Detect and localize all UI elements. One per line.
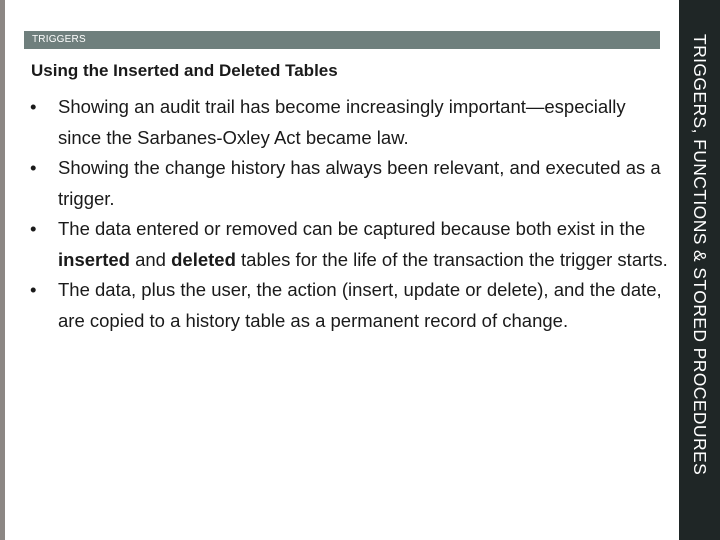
bullet-text: Showing an audit trail has become increasingly important—especially since the Sarbanes-Oxley Act became law. — [58, 96, 626, 148]
bullet-text — [58, 214, 670, 275]
bullet-text: The data, plus the user, the action (insert, update or delete), and the date, are copied to a history table as a permanent record of change. — [58, 279, 662, 331]
bullet-text-part: tables for the life of the transaction the trigger starts. — [235, 248, 668, 270]
bullet-text-part: and — [129, 248, 172, 270]
section-label: TRIGGERS — [32, 34, 86, 45]
bullet-dot: • — [30, 218, 37, 239]
left-edge-accent — [0, 0, 5, 540]
bullet-dot: • — [30, 96, 37, 117]
side-title: TRIGGERS, FUNCTIONS & STORED PROCEDURES — [690, 34, 710, 476]
bullet-item — [30, 214, 670, 275]
bullet-text: Showing the change history has always been relevant, and executed as a trigger. — [58, 157, 661, 209]
side-title-container — [679, 0, 720, 540]
bullet-item — [30, 92, 670, 153]
bullet-item — [30, 275, 670, 336]
bullet-dot: • — [30, 157, 37, 178]
bold-term-deleted: deleted — [171, 248, 236, 270]
slide-title: Using the Inserted and Deleted Tables — [31, 61, 338, 80]
bullet-text-part: The data entered or removed can be captured because both exist in the — [58, 218, 646, 239]
section-header-bar — [24, 31, 660, 49]
bold-term-inserted: inserted — [58, 248, 130, 270]
bullet-dot: • — [30, 279, 37, 300]
bullet-item — [30, 153, 670, 214]
bullet-list — [30, 92, 670, 336]
